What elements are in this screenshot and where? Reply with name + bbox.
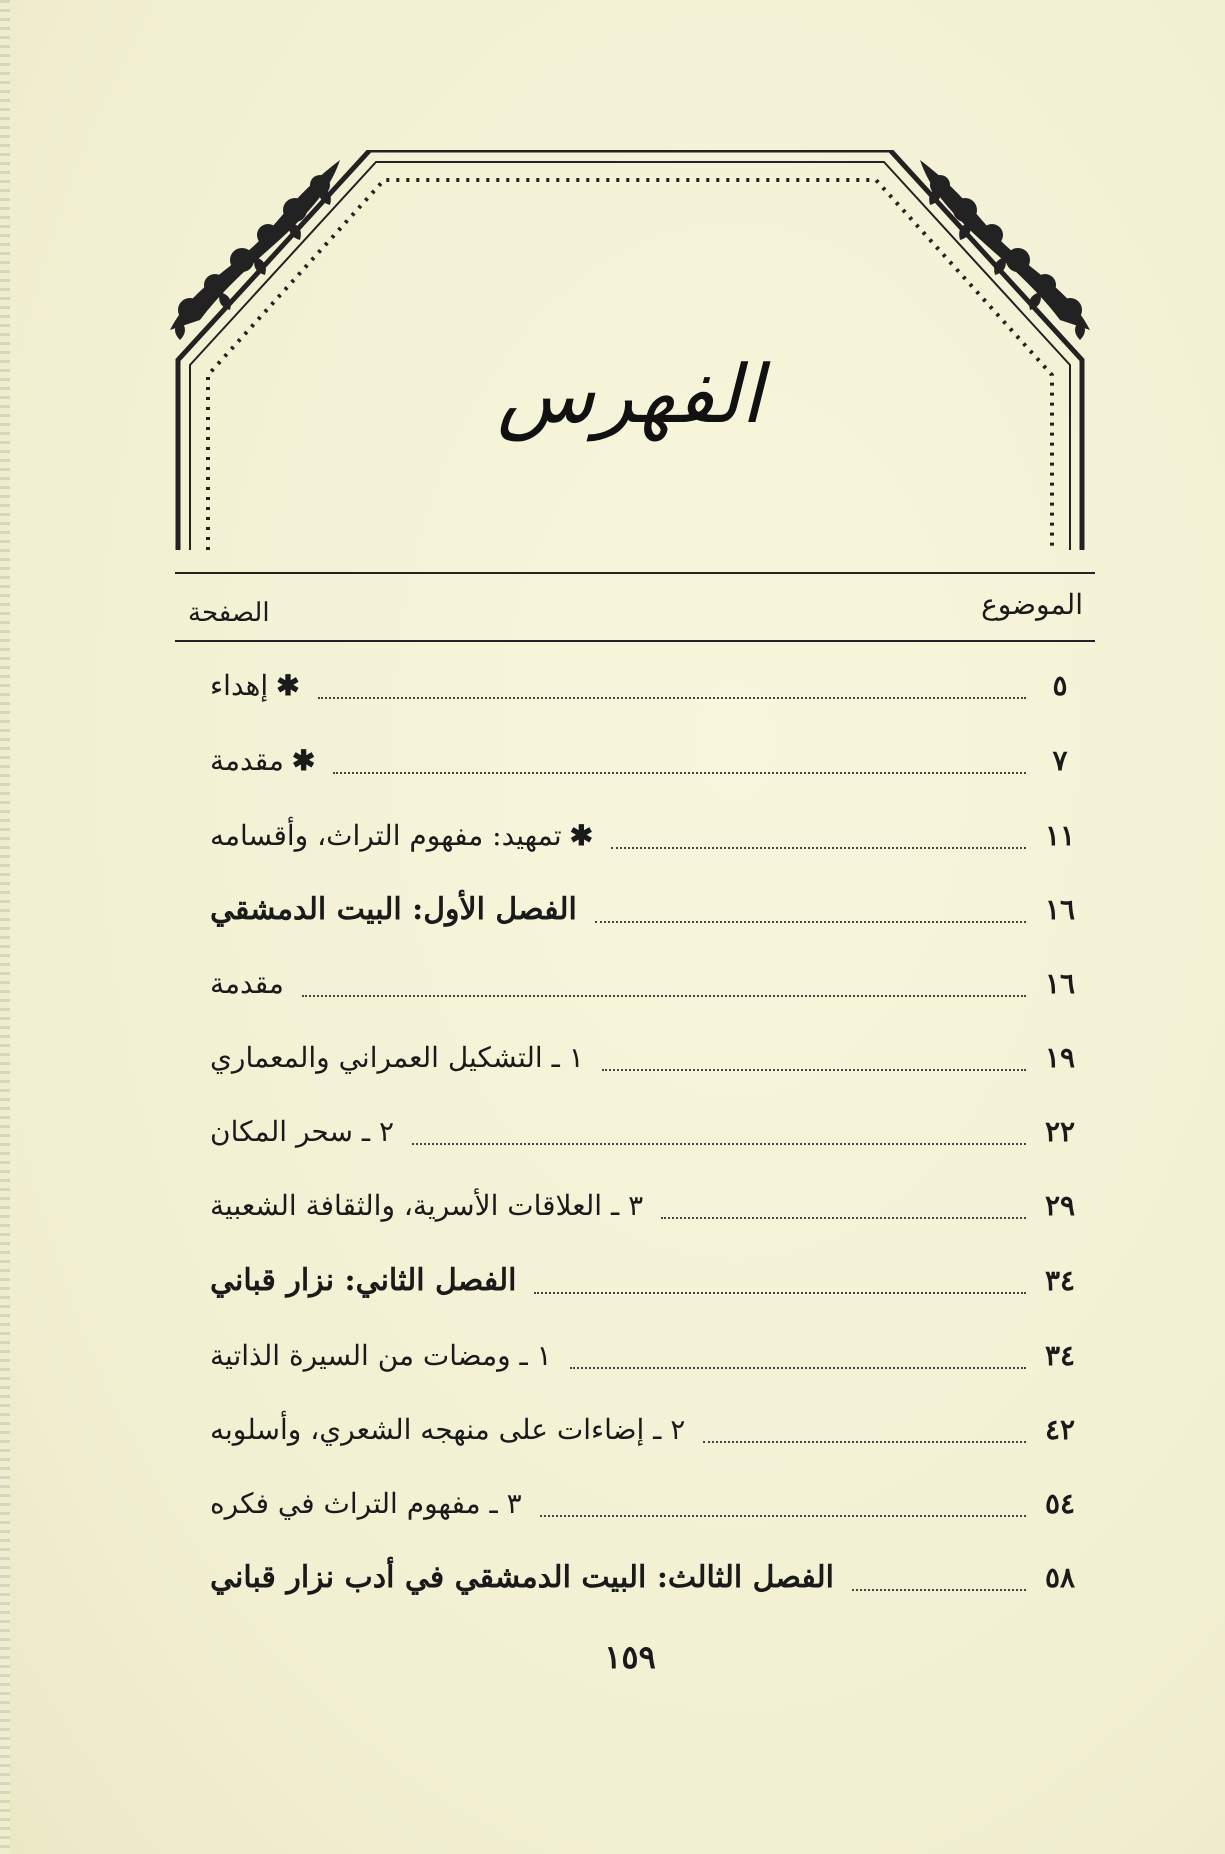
toc-page-number: ١٦ — [1044, 892, 1076, 926]
leader-dots — [412, 1143, 1026, 1145]
star-icon: ✱ — [276, 668, 300, 702]
toc-entry-label: ✱إهداء — [210, 668, 300, 702]
topic-column-header: الموضوع — [981, 588, 1083, 621]
leader-dots — [661, 1217, 1026, 1219]
toc-page-number: ٥٨ — [1044, 1560, 1076, 1594]
toc-page-number: ٥٤ — [1044, 1486, 1076, 1520]
toc-page-number: ١٦ — [1044, 966, 1076, 1000]
page-column-header: الصفحة — [188, 598, 270, 628]
toc-entry-label: ✱مقدمة — [210, 743, 316, 777]
leader-dots — [611, 847, 1026, 849]
leader-dots — [703, 1441, 1026, 1443]
leader-dots — [534, 1292, 1026, 1294]
star-icon: ✱ — [291, 743, 316, 777]
toc-entry-label: الفصل الثالث: البيت الدمشقي في أدب نزار قباني — [210, 1559, 835, 1595]
leader-dots — [595, 921, 1026, 923]
toc-entry-label: مقدمة — [210, 966, 284, 1000]
toc-entry[interactable] — [200, 810, 1090, 860]
star-icon: ✱ — [569, 818, 594, 852]
toc-entry[interactable] — [200, 1404, 1090, 1454]
leader-dots — [302, 995, 1026, 997]
toc-entry-label: ٢ ـ سحر المكان — [210, 1114, 394, 1148]
leader-dots — [318, 697, 1026, 699]
toc-page-number: ١٩ — [1044, 1040, 1076, 1074]
toc-entry[interactable] — [200, 958, 1090, 1008]
toc-entry-label: ١ ـ ومضات من السيرة الذاتية — [210, 1338, 552, 1372]
toc-chapter-entry[interactable] — [200, 1255, 1090, 1305]
toc-page-number: ٢٢ — [1044, 1114, 1076, 1148]
toc-entry[interactable] — [200, 660, 1090, 710]
leader-dots — [570, 1367, 1026, 1369]
page-number: ١٥٩ — [604, 1638, 656, 1676]
page-title: الفهرس — [497, 348, 763, 441]
toc-page-number: ٥ — [1052, 668, 1068, 702]
toc-entry[interactable] — [200, 735, 1090, 785]
toc-entry[interactable] — [200, 1478, 1090, 1528]
toc-page-number: ٧ — [1052, 743, 1068, 777]
toc-entry-label: ✱تمهيد: مفهوم التراث، وأقسامه — [210, 818, 594, 852]
toc-page-number: ٢٩ — [1044, 1188, 1076, 1222]
toc-page-number: ٣٤ — [1044, 1338, 1076, 1372]
toc-entry-label: الفصل الأول: البيت الدمشقي — [210, 891, 577, 927]
toc-chapter-entry[interactable] — [200, 1552, 1090, 1602]
toc-entry-label: ٣ ـ العلاقات الأسرية، والثقافة الشعبية — [210, 1188, 644, 1222]
leader-dots — [540, 1515, 1026, 1517]
toc-page-number: ١١ — [1044, 818, 1076, 852]
toc-page-number: ٤٢ — [1044, 1412, 1076, 1446]
leader-dots — [852, 1589, 1026, 1591]
leader-dots — [333, 772, 1026, 774]
toc-entry[interactable] — [200, 1032, 1090, 1082]
toc-entry[interactable] — [200, 1180, 1090, 1230]
toc-entry-label: ٢ ـ إضاءات على منهجه الشعري، وأسلوبه — [210, 1412, 686, 1446]
toc-entry-label: الفصل الثاني: نزار قباني — [210, 1262, 517, 1298]
toc-entry[interactable] — [200, 1106, 1090, 1156]
toc-chapter-entry[interactable] — [200, 884, 1090, 934]
toc-entry-label: ٣ ـ مفهوم التراث في فكره — [210, 1486, 522, 1520]
toc-entry-label: ١ ـ التشكيل العمراني والمعماري — [210, 1040, 584, 1074]
leader-dots — [602, 1069, 1026, 1071]
toc-entry[interactable] — [200, 1330, 1090, 1380]
toc-page-number: ٣٤ — [1044, 1263, 1076, 1297]
